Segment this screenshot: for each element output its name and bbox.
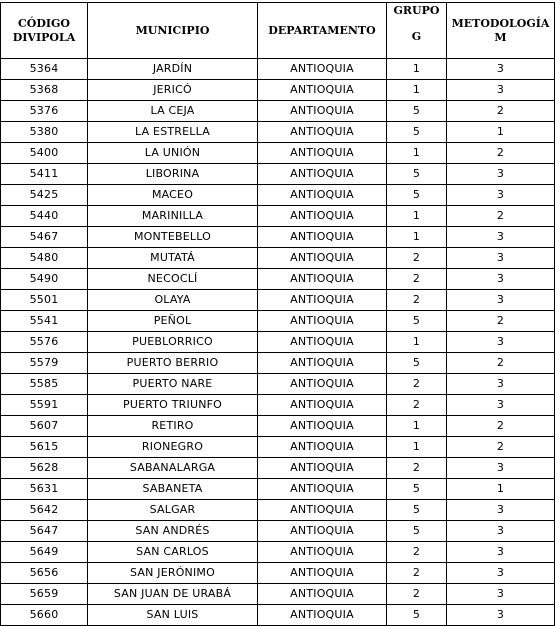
cell-grupo: 2 — [387, 563, 447, 584]
cell-codigo: 5628 — [1, 458, 88, 479]
header-metodologia — [447, 3, 555, 59]
cell-departamento: ANTIOQUIA — [258, 164, 387, 185]
table-row — [1, 122, 555, 143]
cell-codigo: 5467 — [1, 227, 88, 248]
table-body — [1, 59, 555, 626]
table-row — [1, 437, 555, 458]
table-row — [1, 479, 555, 500]
cell-metodologia: 3 — [447, 605, 555, 626]
header-row — [1, 3, 555, 59]
cell-departamento: ANTIOQUIA — [258, 353, 387, 374]
cell-codigo: 5411 — [1, 164, 88, 185]
cell-metodologia: 1 — [447, 479, 555, 500]
header-metodologia-line2: M — [494, 30, 507, 44]
cell-metodologia: 3 — [447, 521, 555, 542]
table-row — [1, 101, 555, 122]
cell-departamento: ANTIOQUIA — [258, 458, 387, 479]
table-row — [1, 563, 555, 584]
cell-codigo: 5649 — [1, 542, 88, 563]
table-row — [1, 605, 555, 626]
cell-codigo: 5591 — [1, 395, 88, 416]
table-row — [1, 80, 555, 101]
cell-departamento: ANTIOQUIA — [258, 59, 387, 80]
cell-codigo: 5585 — [1, 374, 88, 395]
cell-municipio: RIONEGRO — [88, 437, 258, 458]
cell-municipio: NECOCLÍ — [88, 269, 258, 290]
cell-grupo: 1 — [387, 59, 447, 80]
header-codigo-line2: DIVIPOLA — [12, 30, 76, 44]
cell-grupo: 5 — [387, 605, 447, 626]
cell-grupo: 1 — [387, 80, 447, 101]
cell-grupo: 2 — [387, 290, 447, 311]
cell-municipio: PUEBLORRICO — [88, 332, 258, 353]
header-grupo-line2: G — [411, 29, 422, 43]
table-row — [1, 521, 555, 542]
header-metodologia-line1: METODOLOGÍA — [451, 16, 550, 30]
cell-metodologia: 3 — [447, 227, 555, 248]
cell-municipio: PEÑOL — [88, 311, 258, 332]
cell-departamento: ANTIOQUIA — [258, 80, 387, 101]
cell-grupo: 2 — [387, 248, 447, 269]
cell-codigo: 5615 — [1, 437, 88, 458]
cell-municipio: PUERTO BERRIO — [88, 353, 258, 374]
cell-metodologia: 3 — [447, 248, 555, 269]
cell-grupo: 5 — [387, 311, 447, 332]
table-row — [1, 458, 555, 479]
cell-municipio: RETIRO — [88, 416, 258, 437]
cell-grupo: 1 — [387, 416, 447, 437]
cell-municipio: MACEO — [88, 185, 258, 206]
cell-codigo: 5659 — [1, 584, 88, 605]
cell-municipio: MARINILLA — [88, 206, 258, 227]
table-row — [1, 395, 555, 416]
cell-municipio: JARDÍN — [88, 59, 258, 80]
table-row — [1, 185, 555, 206]
cell-metodologia: 3 — [447, 458, 555, 479]
cell-codigo: 5425 — [1, 185, 88, 206]
cell-grupo: 5 — [387, 521, 447, 542]
cell-municipio: OLAYA — [88, 290, 258, 311]
cell-codigo: 5541 — [1, 311, 88, 332]
cell-codigo: 5440 — [1, 206, 88, 227]
cell-departamento: ANTIOQUIA — [258, 437, 387, 458]
cell-codigo: 5490 — [1, 269, 88, 290]
cell-municipio: SAN JERÓNIMO — [88, 563, 258, 584]
table-row — [1, 500, 555, 521]
table-row — [1, 269, 555, 290]
table-row — [1, 311, 555, 332]
header-departamento: DEPARTAMENTO — [258, 3, 387, 59]
cell-grupo: 5 — [387, 185, 447, 206]
cell-grupo: 2 — [387, 542, 447, 563]
cell-grupo: 5 — [387, 500, 447, 521]
cell-grupo: 2 — [387, 374, 447, 395]
cell-departamento: ANTIOQUIA — [258, 311, 387, 332]
cell-metodologia: 2 — [447, 353, 555, 374]
cell-municipio: SAN CARLOS — [88, 542, 258, 563]
cell-metodologia: 3 — [447, 164, 555, 185]
cell-departamento: ANTIOQUIA — [258, 542, 387, 563]
table-row — [1, 290, 555, 311]
cell-codigo: 5647 — [1, 521, 88, 542]
cell-municipio: MUTATÁ — [88, 248, 258, 269]
cell-departamento: ANTIOQUIA — [258, 143, 387, 164]
cell-departamento: ANTIOQUIA — [258, 395, 387, 416]
cell-departamento: ANTIOQUIA — [258, 227, 387, 248]
header-codigo-line1: CÓDIGO — [18, 16, 70, 30]
cell-departamento: ANTIOQUIA — [258, 122, 387, 143]
table-row — [1, 542, 555, 563]
cell-codigo: 5364 — [1, 59, 88, 80]
cell-codigo: 5631 — [1, 479, 88, 500]
table-header — [1, 3, 555, 59]
table-row — [1, 416, 555, 437]
cell-codigo: 5501 — [1, 290, 88, 311]
cell-codigo: 5607 — [1, 416, 88, 437]
cell-metodologia: 3 — [447, 584, 555, 605]
municipios-table — [0, 2, 555, 626]
cell-metodologia: 3 — [447, 59, 555, 80]
cell-metodologia: 2 — [447, 311, 555, 332]
cell-metodologia: 2 — [447, 143, 555, 164]
cell-codigo: 5579 — [1, 353, 88, 374]
cell-municipio: SABANALARGA — [88, 458, 258, 479]
cell-codigo: 5480 — [1, 248, 88, 269]
cell-departamento: ANTIOQUIA — [258, 500, 387, 521]
cell-municipio: PUERTO NARE — [88, 374, 258, 395]
cell-municipio: LA UNIÓN — [88, 143, 258, 164]
cell-grupo: 2 — [387, 269, 447, 290]
cell-municipio: MONTEBELLO — [88, 227, 258, 248]
cell-departamento: ANTIOQUIA — [258, 185, 387, 206]
cell-codigo: 5576 — [1, 332, 88, 353]
cell-grupo: 1 — [387, 332, 447, 353]
cell-metodologia: 2 — [447, 416, 555, 437]
cell-metodologia: 3 — [447, 269, 555, 290]
table-row — [1, 164, 555, 185]
table-row — [1, 59, 555, 80]
cell-grupo: 5 — [387, 479, 447, 500]
cell-codigo: 5368 — [1, 80, 88, 101]
cell-departamento: ANTIOQUIA — [258, 290, 387, 311]
cell-departamento: ANTIOQUIA — [258, 521, 387, 542]
table-row — [1, 206, 555, 227]
cell-metodologia: 3 — [447, 185, 555, 206]
cell-metodologia: 3 — [447, 374, 555, 395]
cell-municipio: SABANETA — [88, 479, 258, 500]
cell-municipio: JERICÓ — [88, 80, 258, 101]
cell-grupo: 1 — [387, 206, 447, 227]
cell-metodologia: 2 — [447, 437, 555, 458]
cell-departamento: ANTIOQUIA — [258, 563, 387, 584]
cell-departamento: ANTIOQUIA — [258, 248, 387, 269]
cell-grupo: 1 — [387, 227, 447, 248]
cell-municipio: SAN LUIS — [88, 605, 258, 626]
table-row — [1, 584, 555, 605]
cell-grupo: 5 — [387, 101, 447, 122]
cell-departamento: ANTIOQUIA — [258, 206, 387, 227]
cell-grupo: 1 — [387, 437, 447, 458]
cell-metodologia: 3 — [447, 500, 555, 521]
cell-metodologia: 1 — [447, 122, 555, 143]
cell-codigo: 5642 — [1, 500, 88, 521]
cell-codigo: 5380 — [1, 122, 88, 143]
table-row — [1, 227, 555, 248]
cell-grupo: 2 — [387, 395, 447, 416]
cell-metodologia: 2 — [447, 101, 555, 122]
table-row — [1, 143, 555, 164]
header-grupo — [387, 3, 447, 59]
header-municipio: MUNICIPIO — [88, 3, 258, 59]
cell-codigo: 5660 — [1, 605, 88, 626]
cell-departamento: ANTIOQUIA — [258, 332, 387, 353]
table-row — [1, 248, 555, 269]
cell-metodologia: 3 — [447, 395, 555, 416]
cell-metodologia: 3 — [447, 542, 555, 563]
cell-municipio: SAN JUAN DE URABÁ — [88, 584, 258, 605]
header-grupo-line1: GRUPO — [393, 3, 440, 17]
cell-departamento: ANTIOQUIA — [258, 479, 387, 500]
cell-departamento: ANTIOQUIA — [258, 101, 387, 122]
cell-municipio: SALGAR — [88, 500, 258, 521]
cell-municipio: SAN ANDRÉS — [88, 521, 258, 542]
cell-departamento: ANTIOQUIA — [258, 269, 387, 290]
header-codigo — [1, 3, 88, 59]
cell-metodologia: 3 — [447, 332, 555, 353]
cell-metodologia: 3 — [447, 290, 555, 311]
cell-departamento: ANTIOQUIA — [258, 605, 387, 626]
cell-metodologia: 2 — [447, 206, 555, 227]
cell-departamento: ANTIOQUIA — [258, 374, 387, 395]
table-row — [1, 332, 555, 353]
cell-municipio: PUERTO TRIUNFO — [88, 395, 258, 416]
cell-codigo: 5376 — [1, 101, 88, 122]
cell-departamento: ANTIOQUIA — [258, 416, 387, 437]
cell-grupo: 5 — [387, 164, 447, 185]
cell-metodologia: 3 — [447, 563, 555, 584]
cell-municipio: LA ESTRELLA — [88, 122, 258, 143]
table-row — [1, 374, 555, 395]
cell-grupo: 5 — [387, 353, 447, 374]
table-row — [1, 353, 555, 374]
cell-metodologia: 3 — [447, 80, 555, 101]
cell-codigo: 5400 — [1, 143, 88, 164]
cell-departamento: ANTIOQUIA — [258, 584, 387, 605]
cell-municipio: LIBORINA — [88, 164, 258, 185]
cell-municipio: LA CEJA — [88, 101, 258, 122]
cell-codigo: 5656 — [1, 563, 88, 584]
cell-grupo: 2 — [387, 458, 447, 479]
cell-grupo: 1 — [387, 143, 447, 164]
cell-grupo: 2 — [387, 584, 447, 605]
cell-grupo: 5 — [387, 122, 447, 143]
